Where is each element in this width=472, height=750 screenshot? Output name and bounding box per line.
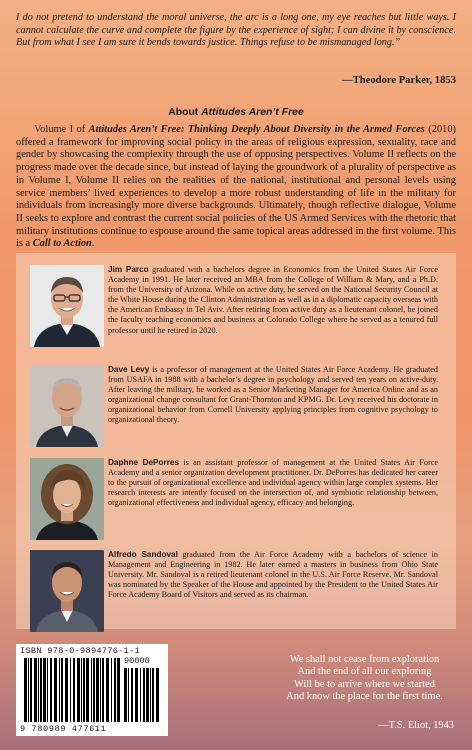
barcode-bar <box>28 658 29 722</box>
barcode-bar <box>61 658 63 722</box>
epigraph-text: I do not pretend to understand the moral universe, the arc is a long one, my eye reaches but little ways. I cannot calculate the curve and complete the figure by the experience of sight; I can divine it by conscience. But from what I see I am sure it bends towards justice. Things refuse to be mismanaged long.” <box>16 12 456 49</box>
bio-body: is a professor of management at the United States Air Force Academy. He graduated from USAFA in 1988 with a bachelor’s degree in psychology and served ten years on active-duty. After leaving the military, he worked as a Senior Marketing Manager for America Online and as an organizational change consultant for Grant-Thornton and KPMG. Dr. Levy received his doctorate in organizational behavior from Cornell University applying principles from cognitive psychology to organizational theory. <box>108 365 438 425</box>
closing-quote-line: Will be to arrive where we started <box>294 678 435 690</box>
closing-quote <box>272 654 457 704</box>
barcode-bar <box>38 658 39 722</box>
about-heading <box>0 107 472 118</box>
barcode-bar <box>91 658 92 722</box>
bio-name: Dave Levy <box>108 365 150 374</box>
bio-text <box>108 458 438 508</box>
author-photo <box>30 458 104 540</box>
barcode-bar <box>111 658 112 722</box>
barcode-bar <box>65 658 68 722</box>
barcode-bar <box>34 658 37 722</box>
barcode-bar <box>150 668 151 722</box>
about-p-start: Volume I of <box>34 124 89 135</box>
barcode-bar <box>128 668 129 722</box>
epigraph-attribution: —Theodore Parker, 1853 <box>342 75 456 86</box>
barcode-bar <box>47 658 48 722</box>
closing-quote-line: And know the place for the first time. <box>286 691 443 703</box>
barcode-bar <box>106 658 109 722</box>
barcode-bar <box>40 658 42 722</box>
barcode-bar <box>30 658 32 722</box>
barcode-bar <box>100 658 101 722</box>
closing-quote-attribution: —T.S. Eliot, 1943 <box>378 720 454 731</box>
bio-text <box>108 265 438 336</box>
barcode-bar <box>43 658 46 722</box>
bio-name: Alfredo Sandoval <box>108 550 178 559</box>
barcode-bar <box>86 658 89 722</box>
barcode-bar <box>73 658 75 722</box>
bio-name: Daphne DePorres <box>108 458 179 467</box>
barcode-price-code: 90000 <box>124 656 150 666</box>
barcode-bar <box>152 668 154 722</box>
epigraph-quote <box>16 12 456 50</box>
barcode-bar <box>156 668 159 722</box>
about-p-cta: Call to Action <box>32 238 92 250</box>
barcode-bar <box>59 658 60 722</box>
barcode-bar <box>117 658 120 722</box>
barcode-bar <box>114 658 116 722</box>
about-p-body: (2010) offered a framework for improving social policy in the areas of religious expression, sexuality, race and gender by showcasing the complexity through the use of opposing perspectives. Volume II reflects on the progress made over the decade since, but instead of laying the groundwork of a plurality of perspective as in Volume I, Volume II relies on the realities of the national, institutional and personal levels using service members’ lived experiences to develop a more robust understanding of life in the military for individuals from increasingly more diverse backgrounds. Ultimately, though reflective dialogue, Volume II seeks to explore and contrast the current social policies of the US Armed Services with the rhetoric that military institutions continue to espouse around the same topical areas addressed in the first volume. This is a <box>16 124 456 250</box>
barcode-bar <box>54 658 57 722</box>
isbn-number: ISBN 978-0-9894776-1-1 <box>20 646 141 656</box>
bio-text <box>108 550 438 600</box>
barcode-bar <box>143 668 145 722</box>
bio-name: Jim Parco <box>108 265 149 274</box>
about-heading-title: Attitudes Aren’t Free <box>201 107 304 118</box>
bio-body: graduated from the Air Force Academy with a bachelors of science in Management and Engineering in 1982. He later earned a masters in business from Ohio State University. Mr. Sandoval is a retired lieutenant colonel in the U.S. Air Force Reserve. Mr. Sandoval was nominated by the Speaker of the House and appointed by the President to the United States Air Force Academy Board of Visitors and served as its chairman. <box>108 550 438 600</box>
bio-body: graduated with a bachelors degree in Economics from the United States Air Force Academy in 1991. He later received an MBA from the College of William & Mary, and a Ph.D. from the University of Arizona. While on active duty, he served on the National Security Council at the White House during the Clinton Administration as well as in a diplomatic capacity overseas with the American Embassy in Tel Aviv. After retiring from active duty as a lieutenant colonel, he joined the faculty teaching economics and business at Colorado College where he served as a tenured full professor until he retired in 2020. <box>108 265 439 335</box>
about-p-end: . <box>91 238 95 250</box>
about-heading-prefix: About <box>168 107 202 118</box>
barcode-bar <box>70 658 71 722</box>
author-photo <box>30 550 104 632</box>
closing-quote-line: We shall not cease from exploration <box>289 654 440 665</box>
barcode-bar <box>102 658 104 722</box>
barcode-bars <box>24 658 120 722</box>
barcode-digits: 9 780989 477611 <box>20 724 107 734</box>
author-photo <box>30 265 104 347</box>
barcode-bar <box>93 658 95 722</box>
barcode-bar <box>140 668 141 722</box>
barcode-bar <box>81 658 82 722</box>
barcode-bar <box>135 668 138 722</box>
bio-text <box>108 365 438 426</box>
barcode-bar <box>83 658 85 722</box>
barcode-bar <box>131 668 133 722</box>
author-photo <box>30 365 104 447</box>
closing-quote-line: And the end of all our exploring <box>297 666 432 678</box>
barcode-bar <box>96 658 99 722</box>
bio-body: is an assistant professor of management at the United States Air Force Academy and a senior organization development practitioner. Dr. DePorres has dedicated her career to the pursuit of organizational excellence and individual agency within large complex systems. Her research interests are intently focused on the intersection of, and symbiotic relationship between, organizational effectiveness and individual agency, efficacy and belonging. <box>108 458 438 508</box>
barcode-bar <box>146 668 149 722</box>
barcode-bar <box>24 658 27 722</box>
about-paragraph <box>16 124 456 251</box>
barcode-addon-bars <box>124 668 162 722</box>
barcode-bar <box>77 658 80 722</box>
barcode-bar <box>50 658 52 722</box>
barcode-bar <box>124 668 127 722</box>
isbn-barcode <box>16 644 168 736</box>
about-p-title: Attitudes Aren’t Free: Thinking Deeply About Diversity in the Armed Forces <box>88 124 425 135</box>
